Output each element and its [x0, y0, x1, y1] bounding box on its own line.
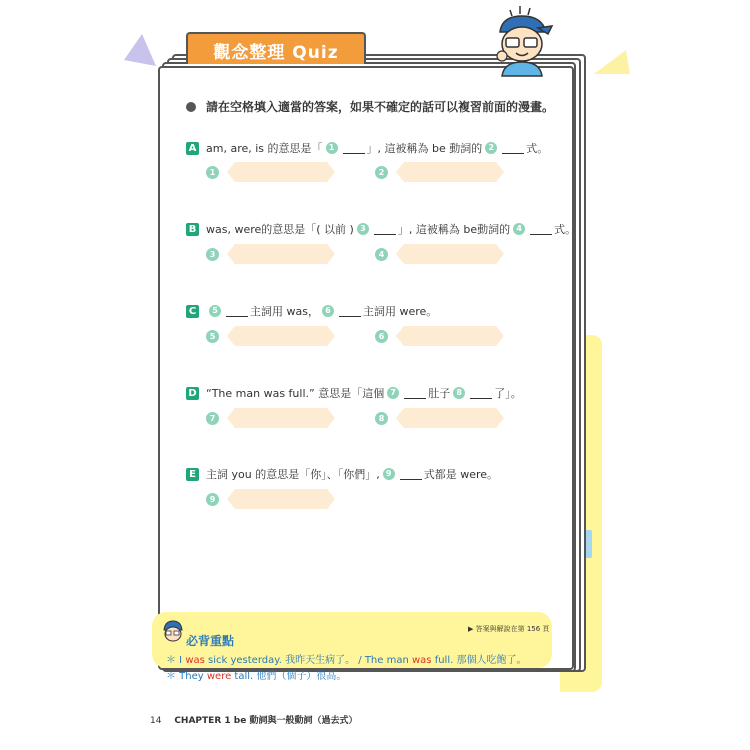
page-title: 觀念整理 Quiz	[213, 43, 339, 63]
answer-number: 2	[375, 166, 388, 179]
question-text: 式。	[554, 223, 577, 236]
question-text: 」, 這被稱為 be 動詞的	[366, 142, 483, 155]
question-text: am, are, is 的意思是「	[206, 142, 323, 155]
answer-box-7[interactable]	[227, 408, 335, 428]
blank-number: 4	[513, 223, 525, 235]
answer-number: 3	[206, 248, 219, 261]
blank-line	[502, 143, 524, 154]
answer-number: 7	[206, 412, 219, 425]
tip-character-icon	[160, 618, 186, 644]
answer-row-a	[206, 162, 504, 182]
answer-row-e	[206, 489, 335, 509]
instruction-text: 請在空格填入適當的答案，如果不確定的話可以複習前面的漫畫。	[206, 100, 555, 114]
tip-highlight: was	[185, 655, 205, 666]
blank-number: 2	[485, 142, 497, 154]
blank-number: 8	[453, 387, 465, 399]
blank-line	[374, 224, 396, 235]
instruction	[186, 98, 554, 115]
purple-triangle-decoration	[120, 30, 160, 70]
page-number: 14	[150, 716, 162, 726]
question-letter-d: D	[186, 387, 199, 400]
question-letter-e: E	[186, 468, 199, 481]
answer-number: 5	[206, 330, 219, 343]
blank-number: 3	[357, 223, 369, 235]
tip-text: ＊ They	[166, 671, 207, 682]
question-text: 主詞用 was，	[250, 305, 319, 318]
answer-box-8[interactable]	[396, 408, 504, 428]
question-b	[186, 221, 576, 237]
question-text: 主詞用 were。	[362, 305, 438, 318]
answer-box-2[interactable]	[396, 162, 504, 182]
question-d	[186, 385, 522, 401]
blank-line	[404, 388, 426, 399]
tip-line-2	[166, 667, 346, 682]
tip-text: ＊ I	[166, 655, 186, 666]
blank-number: 5	[209, 305, 221, 317]
question-e	[186, 466, 498, 482]
blank-number: 9	[383, 468, 395, 480]
answer-number: 4	[375, 248, 388, 261]
answer-number: 8	[375, 412, 388, 425]
answer-row-c	[206, 326, 504, 346]
question-text: 式都是 were。	[423, 468, 499, 481]
question-text: “The man was full.” 意思是「這個	[206, 387, 385, 400]
question-c	[186, 303, 437, 319]
question-text: 式。	[526, 142, 549, 155]
question-text: 肚子	[428, 387, 451, 400]
question-letter-b: B	[186, 223, 199, 236]
question-text: was, were的意思是「( 以前 )	[206, 223, 354, 236]
question-letter-c: C	[186, 305, 199, 318]
tip-highlight: was	[411, 655, 432, 666]
answer-box-5[interactable]	[227, 326, 335, 346]
blank-line	[400, 469, 422, 480]
tip-text: sick yesterday. 我昨天生病了。 / The man	[204, 655, 412, 666]
blank-line	[470, 388, 492, 399]
blank-number: 7	[387, 387, 399, 399]
answer-number: 1	[206, 166, 219, 179]
boy-character-illustration	[492, 6, 556, 78]
answer-number: 6	[375, 330, 388, 343]
answer-row-b	[206, 244, 504, 264]
blank-number: 1	[326, 142, 338, 154]
bullet-icon	[186, 102, 196, 112]
blank-line	[343, 143, 365, 154]
answer-box-4[interactable]	[396, 244, 504, 264]
blank-line	[226, 306, 248, 317]
question-text: 主詞 you 的意思是「你」、「你們」,	[206, 468, 380, 481]
tip-title: 必背重點	[186, 634, 235, 648]
title-tab	[186, 32, 366, 64]
answer-box-6[interactable]	[396, 326, 504, 346]
answer-reference: ▶ 答案與解說在第 156 頁	[468, 625, 550, 633]
tip-text: full. 那個人吃飽了。	[431, 655, 527, 666]
question-a	[186, 140, 548, 156]
quiz-page	[158, 66, 577, 670]
blank-line	[530, 224, 552, 235]
yellow-triangle-decoration	[590, 44, 634, 80]
answer-row-d	[206, 408, 504, 428]
question-text: 了」。	[494, 387, 522, 400]
blank-line	[339, 306, 361, 317]
question-letter-a: A	[186, 142, 199, 155]
page-footer	[150, 713, 357, 726]
chapter-title: CHAPTER 1 be 動詞與一般動詞（過去式）	[174, 716, 358, 726]
tip-text: tall. 他們（個子）很高。	[231, 671, 347, 682]
blank-number: 6	[322, 305, 334, 317]
answer-box-1[interactable]	[227, 162, 335, 182]
tip-highlight: were	[206, 671, 232, 682]
answer-box-3[interactable]	[227, 244, 335, 264]
tip-line-1	[166, 651, 526, 666]
answer-number: 9	[206, 493, 219, 506]
answer-box-9[interactable]	[227, 489, 335, 509]
question-text: 」, 這被稱為 be動詞的	[397, 223, 511, 236]
